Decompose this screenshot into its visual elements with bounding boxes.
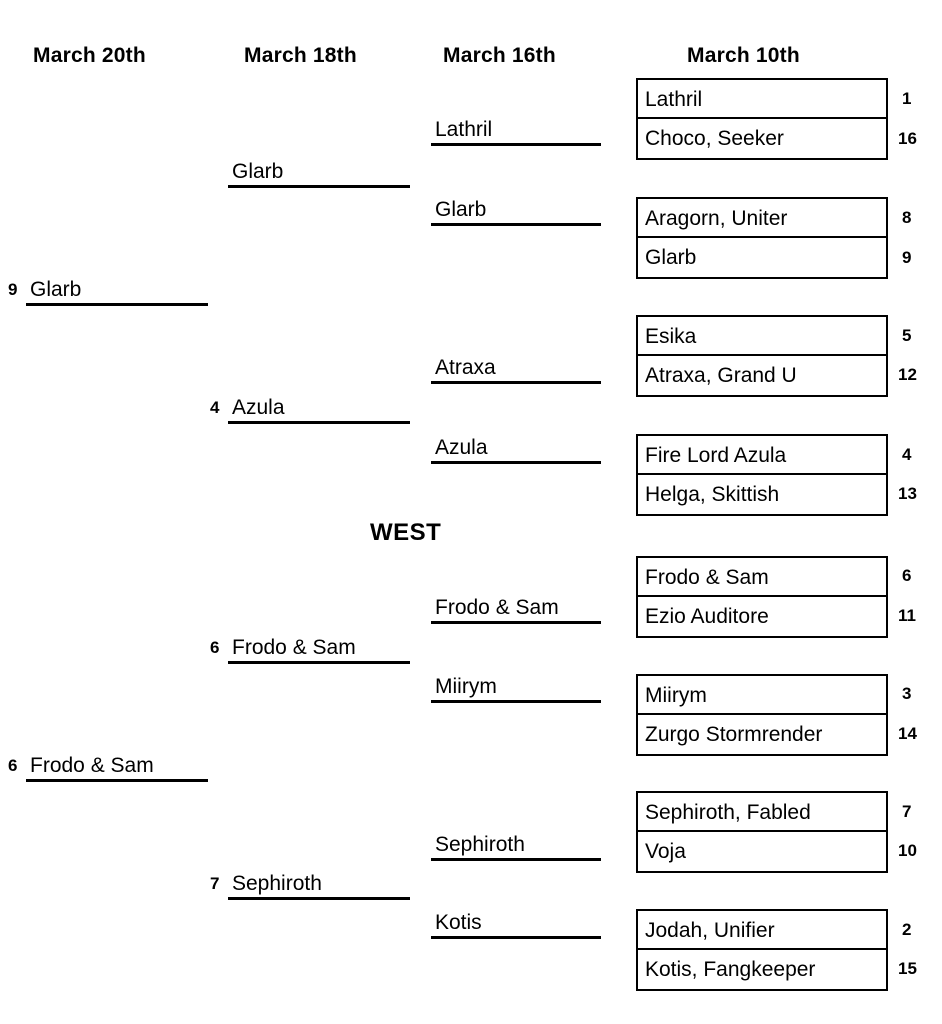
round3-entry[interactable] [210,396,410,424]
seed: 16 [898,129,917,148]
region-label: WEST [370,519,442,546]
seed: 4 [902,445,912,464]
seed: 15 [898,959,917,978]
matchup-6 [636,674,888,756]
seed: 6 [210,638,220,657]
round1-team[interactable]: Frodo & Sam [638,558,886,597]
round2-entry[interactable] [431,911,601,939]
seed: 6 [902,566,912,585]
matchup-3 [636,315,888,397]
round2-team: Atraxa [435,356,496,379]
round-header-march-18th: March 18th [244,44,357,67]
seed: 12 [898,365,917,384]
round2-team: Miirym [435,675,497,698]
round1-team[interactable]: Jodah, Unifier [638,911,886,950]
round2-entry[interactable] [431,356,601,384]
round1-team[interactable]: Esika [638,317,886,356]
round3-team: Frodo & Sam [232,636,356,659]
matchup-4 [636,434,888,516]
round2-team: Lathril [435,118,493,141]
round4-entry[interactable] [8,278,208,306]
round3-entry[interactable] [210,636,410,664]
round2-entry[interactable] [431,596,601,624]
round2-entry[interactable] [431,118,601,146]
seed: 8 [902,208,912,227]
round3-entry[interactable] [228,160,410,188]
round1-team[interactable]: Sephiroth, Fabled [638,793,886,832]
round1-team[interactable]: Glarb [645,246,697,269]
seed: 5 [902,326,912,345]
round1-team[interactable]: Helga, Skittish [645,483,780,506]
seed: 7 [210,874,220,893]
round2-entry[interactable] [431,675,601,703]
round3-entry[interactable] [210,872,410,900]
seed: 13 [898,484,917,503]
seed: 14 [898,724,917,743]
round2-entry[interactable] [431,198,601,226]
seed: 2 [902,920,912,939]
seed: 11 [898,606,916,625]
round-header-march-20th: March 20th [33,44,146,67]
seed: 9 [902,248,912,267]
round2-team: Azula [435,436,488,459]
matchup-5 [636,556,888,638]
matchup-2 [636,197,888,279]
round1-team[interactable]: Zurgo Stormrender [645,723,823,746]
matchup-7 [636,791,888,873]
seed: 3 [902,684,912,703]
round1-team[interactable]: Atraxa, Grand U [645,364,797,387]
round1-team[interactable]: Voja [645,840,686,863]
round1-team[interactable]: Ezio Auditore [645,605,769,628]
seed: 10 [898,841,917,860]
matchup-8 [636,909,888,991]
round1-team[interactable]: Kotis, Fangkeeper [645,958,816,981]
round4-team: Frodo & Sam [30,754,154,777]
round1-team[interactable]: Miirym [638,676,886,715]
round-header-march-10th: March 10th [687,44,800,67]
seed: 4 [210,398,220,417]
seed: 1 [902,89,912,108]
round1-team[interactable]: Aragorn, Uniter [638,199,886,238]
round2-team: Kotis [435,911,482,934]
round2-entry[interactable] [431,436,601,464]
round2-entry[interactable] [431,833,601,861]
seed: 6 [8,756,18,775]
round4-team: Glarb [30,278,82,301]
round2-team: Glarb [435,198,487,221]
round1-team[interactable]: Lathril [638,80,886,119]
round3-team: Glarb [232,160,284,183]
round1-team[interactable]: Fire Lord Azula [638,436,886,475]
round1-team[interactable]: Choco, Seeker [645,127,784,150]
round3-team: Azula [232,396,285,419]
round-header-march-16th: March 16th [443,44,556,67]
matchup-1 [636,78,888,160]
seed: 7 [902,802,912,821]
seed: 9 [8,280,18,299]
round2-team: Sephiroth [435,833,525,856]
round4-entry[interactable] [8,754,208,782]
round3-team: Sephiroth [232,872,322,895]
round2-team: Frodo & Sam [435,596,559,619]
